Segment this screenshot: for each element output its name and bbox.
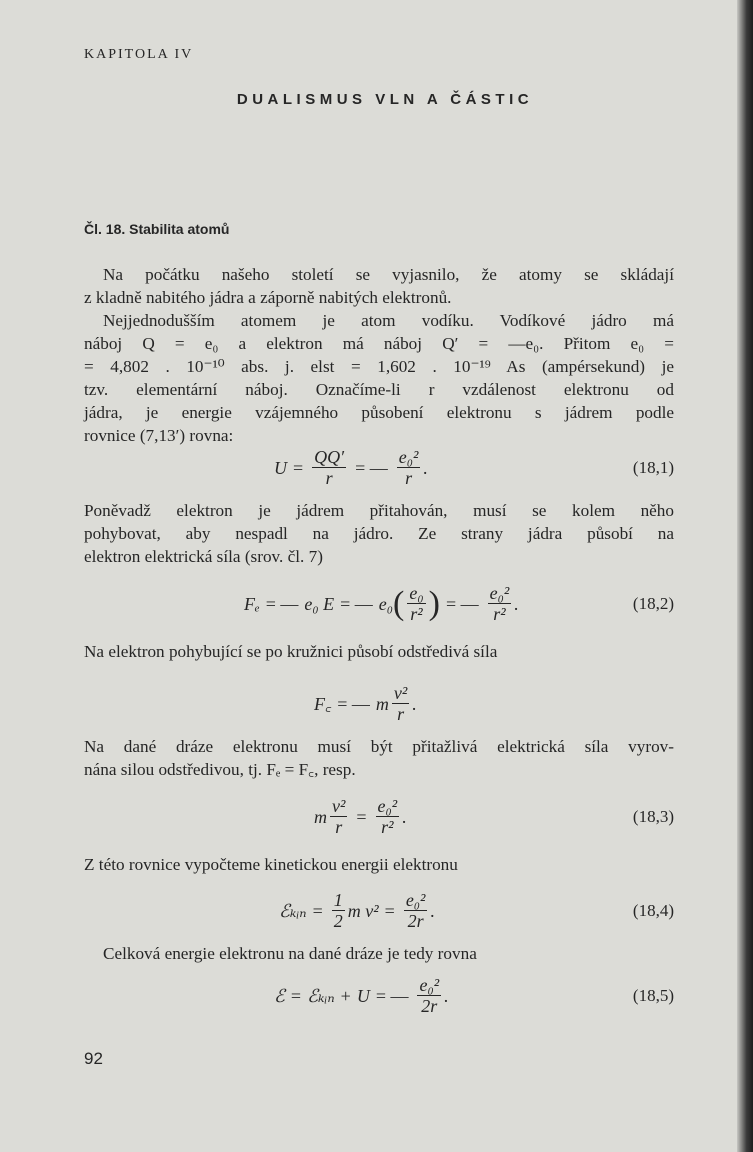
text-line: nána silou odstředivou, tj. Fₑ = F꜀, resp. [84, 760, 356, 779]
equation-body [279, 886, 435, 936]
page-number: 92 [84, 1049, 103, 1068]
equation-body [274, 443, 428, 493]
equation-number: (18,2) [632, 594, 674, 613]
denominator: r² [493, 604, 506, 624]
math-term: . [444, 985, 449, 1006]
operator: = [384, 900, 395, 921]
fraction [417, 976, 441, 1016]
text-line: elektron elektrická síla (srov. čl. 7) [84, 547, 323, 566]
parenthesis: ) [428, 585, 440, 622]
operator: = — [445, 593, 479, 614]
math-term: ℰₖᵢₙ [307, 985, 335, 1006]
numerator: v² [393, 683, 408, 703]
operator: + [340, 985, 351, 1006]
operator: = [290, 985, 302, 1006]
operator: = [293, 457, 304, 478]
text-line: Z této rovnice vypočteme kinetickou energii elektronu [84, 855, 458, 874]
equation-number: (18,5) [632, 986, 674, 1005]
text-line: = 4,802 . 10⁻¹⁰ abs. j. elst = 1,602 . 10⁻¹⁹ As (ampérsekund) je [84, 357, 674, 376]
math-term: U [356, 985, 370, 1006]
text-line: Na elektron pohybující se po kružnici působí odstředivá síla [84, 642, 498, 661]
operator: = — [375, 985, 409, 1006]
section-heading: Čl. 18. Stabilita atomů [84, 221, 230, 237]
fraction [407, 584, 425, 624]
parenthesis: ( [393, 585, 405, 622]
math-term: . [423, 457, 428, 478]
denominator: 2 [333, 911, 343, 931]
text-line: z kladně nabitého jádra a záporně nabitých elektronů. [84, 288, 452, 307]
numerator: QQ′ [314, 447, 345, 467]
text-line: jádra, je energie vzájemného působení elektronu s jádrem podle [84, 403, 674, 422]
denominator: r² [410, 604, 423, 624]
operator: = [356, 806, 367, 827]
math-term: . [412, 693, 417, 714]
math-term: m [314, 806, 327, 827]
denominator: 2r [407, 911, 424, 931]
math-term: Fₑ [244, 593, 260, 614]
denominator: r [405, 468, 413, 488]
math-term: . [430, 900, 435, 921]
math-term: U [274, 457, 287, 478]
equation-number: (18,4) [632, 901, 674, 920]
numerator: e₀² [405, 890, 426, 910]
equation-body [314, 679, 417, 729]
paragraph-kinetic [84, 853, 674, 876]
paragraph-centrifugal [84, 640, 674, 663]
equation-body [314, 792, 407, 842]
math-term: F꜀ [314, 694, 332, 714]
math-term: m v² [347, 900, 379, 921]
fraction [392, 684, 409, 724]
denominator: 2r [421, 996, 438, 1016]
text-line: Poněvadž elektron je jádrem přitahován, musí se kolem něho [84, 501, 674, 520]
equation-18-5 [84, 971, 674, 1021]
text-line: Nejjednodušším atomem je atom vodíku. Vodíkové jádro má [103, 311, 674, 330]
paragraph-intro [84, 263, 674, 447]
fraction [397, 448, 421, 488]
text-line: rovnice (7,13′) rovna: [84, 426, 234, 445]
numerator: e₀² [489, 583, 510, 603]
denominator: r [397, 704, 405, 724]
page-binding-edge [737, 0, 753, 1152]
numerator: e₀² [398, 447, 419, 467]
equation-18-2 [84, 579, 674, 629]
equation-centrifugal-force [84, 679, 674, 729]
fraction [332, 891, 345, 931]
fraction [488, 584, 512, 624]
chapter-title: DUALISMUS VLN A ČÁSTIC [236, 91, 534, 108]
numerator: e₀² [377, 796, 398, 816]
equation-number: (18,1) [632, 458, 674, 477]
math-term: e₀ [378, 593, 394, 614]
math-term: . [402, 806, 407, 827]
equation-body [274, 971, 449, 1021]
text-line: náboj Q = e₀ a elektron má náboj Q′ = —e₀. Přitom e₀ = [84, 334, 674, 353]
denominator: r [325, 468, 333, 488]
numerator: e₀² [419, 975, 440, 995]
operator: = [312, 900, 323, 921]
numerator: 1 [333, 890, 343, 910]
math-term: e₀ E [304, 593, 335, 614]
fraction [376, 797, 400, 837]
operator: = — [337, 693, 370, 714]
fraction [312, 448, 346, 488]
fraction [330, 797, 347, 837]
math-term: . [514, 593, 519, 614]
numerator: e₀ [409, 583, 424, 603]
denominator: r [335, 817, 343, 837]
text-line: Na dané dráze elektronu musí být přitažlivá elektrická síla vyrov- [84, 737, 674, 756]
equation-18-4 [84, 886, 674, 936]
operator: = — [355, 457, 388, 478]
equation-number: (18,3) [632, 807, 674, 826]
text-line: Celková energie elektronu na dané dráze je tedy rovna [103, 944, 477, 963]
math-term: m [375, 693, 389, 714]
chapter-label: KAPITOLA IV [84, 47, 194, 62]
denominator: r² [381, 817, 394, 837]
paragraph-total [84, 942, 674, 965]
equation-body [244, 579, 519, 629]
paragraph-attraction [84, 499, 674, 568]
numerator: v² [332, 796, 346, 816]
fraction [404, 891, 428, 931]
text-line: pohybovat, aby nespadl na jádro. Ze strany jádra působí na [84, 524, 674, 543]
equation-18-1 [84, 443, 674, 493]
operator: = — [265, 593, 299, 614]
math-term: ℰ [274, 985, 285, 1006]
paragraph-balance [84, 735, 674, 781]
operator: = — [340, 593, 373, 614]
text-line: Na počátku našeho století se vyjasnilo, že atomy se skládají [103, 265, 674, 284]
equation-18-3 [84, 792, 674, 842]
math-term: ℰₖᵢₙ [279, 900, 307, 921]
text-line: tzv. elementární náboj. Označíme-li r vzdálenost elektronu od [84, 380, 674, 399]
